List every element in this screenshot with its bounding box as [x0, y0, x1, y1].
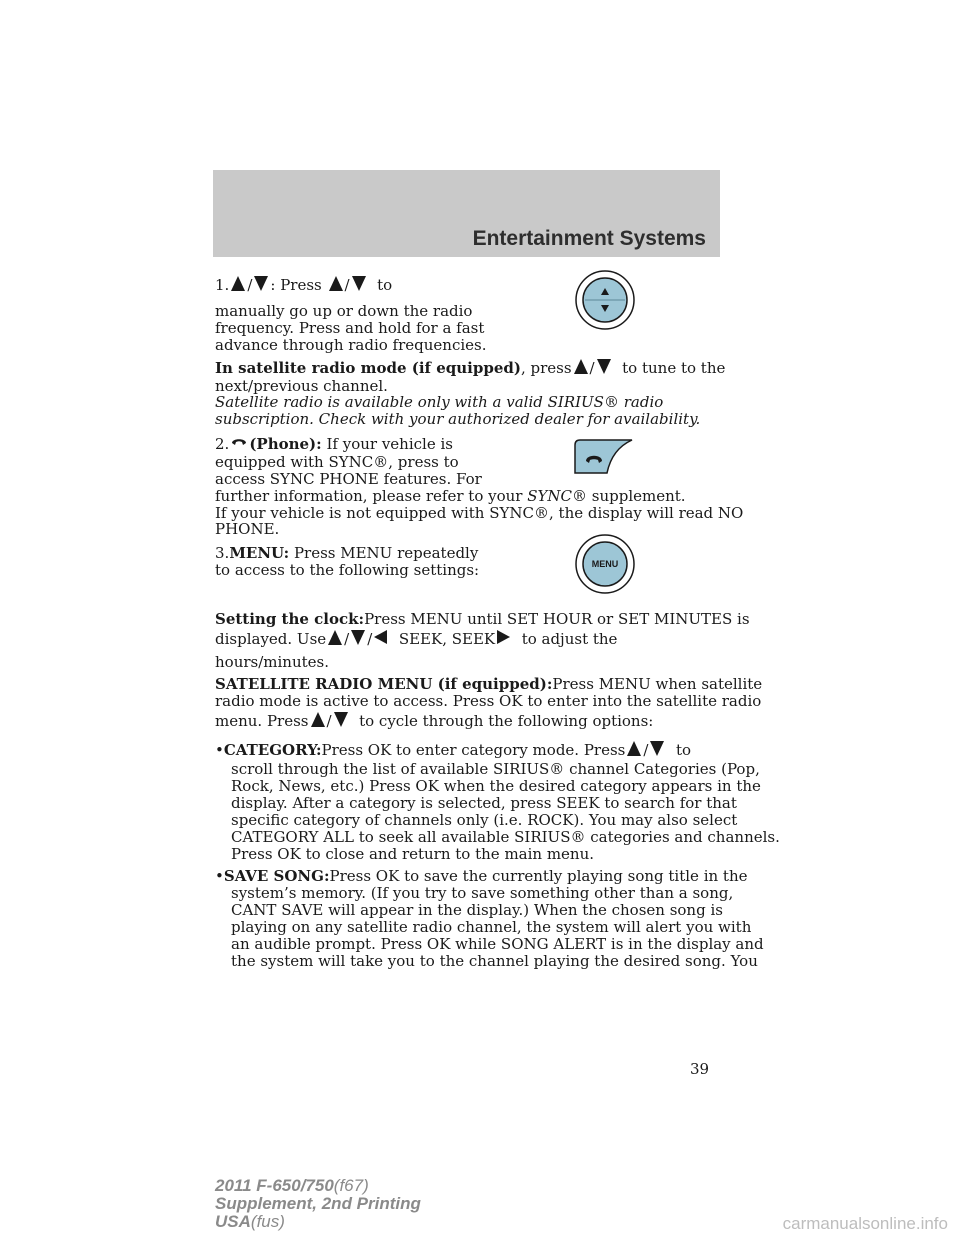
- menu-button-label: MENU: [591, 559, 619, 569]
- footer-line-2: Supplement, 2nd Printing: [215, 1194, 421, 1213]
- seek-right-arrow-icon: [497, 630, 510, 644]
- seek-down-arrow-icon: [334, 712, 348, 727]
- section-header-band: [213, 170, 720, 257]
- category-line-7: Press OK to close and return to the main menu.: [231, 845, 595, 863]
- category-line-1: •CATEGORY:Press OK to enter category mode. Press / to: [215, 741, 692, 759]
- seek-down-arrow-icon: [254, 276, 268, 291]
- seek-up-arrow-icon: [231, 276, 245, 291]
- phone-icon: [231, 437, 247, 447]
- item-2-line-4: further information, please refer to your SYNC® supplement.: [215, 487, 686, 505]
- item-2-line-2: equipped with SYNC®, press to: [215, 453, 459, 471]
- savesong-line-6: the system will take you to the channel playing the desired song. You: [231, 952, 758, 970]
- clock-line-3: hours/minutes.: [215, 653, 329, 671]
- seek-down-arrow-icon: [597, 359, 611, 374]
- item-1-line-2: manually go up or down the radio: [215, 302, 473, 320]
- seek-up-arrow-icon: [328, 630, 342, 645]
- item-2-line-1: 2. (Phone): If your vehicle is: [215, 435, 453, 453]
- satellite-note-1: Satellite radio is available only with a valid SIRIUS® radio: [215, 393, 664, 411]
- category-line-5: specific category of channels only (i.e. ROCK). You may also select: [231, 811, 738, 829]
- savesong-line-3: CANT SAVE will appear in the display.) When the chosen song is: [231, 901, 723, 919]
- item-1-line-1: 1. / : Press / to: [215, 276, 393, 294]
- savesong-line-2: system’s memory. (If you try to save something other than a song,: [231, 884, 734, 902]
- seek-left-arrow-icon: [374, 630, 387, 644]
- savesong-line-5: an audible prompt. Press OK while SONG ALERT is in the display and: [231, 935, 764, 953]
- section-title: Entertainment Systems: [472, 227, 706, 250]
- seek-down-arrow-icon: [650, 741, 664, 756]
- up-down-button-illustration: [575, 270, 635, 330]
- satellite-line-2: next/previous channel.: [215, 377, 388, 395]
- item-3-line-2: to access to the following settings:: [215, 561, 480, 579]
- footer-line-3: USA(fus): [215, 1212, 285, 1231]
- item-3-line-1: 3.MENU: Press MENU repeatedly: [215, 544, 479, 562]
- phone-button-illustration: [572, 437, 634, 475]
- seek-up-arrow-icon: [329, 276, 343, 291]
- seek-up-arrow-icon: [627, 741, 641, 756]
- category-line-4: display. After a category is selected, press SEEK to search for that: [231, 794, 737, 812]
- category-line-6: CATEGORY ALL to seek all available SIRIUS® categories and channels.: [231, 828, 780, 846]
- clock-line-2: displayed. Use / / SEEK, SEEK to adjust the: [215, 630, 618, 648]
- item-2-line-3: access SYNC PHONE features. For: [215, 470, 482, 488]
- menu-button-illustration: [575, 534, 635, 594]
- item-1-line-4: advance through radio frequencies.: [215, 336, 487, 354]
- document-footer: [215, 1177, 421, 1231]
- category-line-2: scroll through the list of available SIRIUS® channel Categories (Pop,: [231, 760, 760, 778]
- seek-down-arrow-icon: [351, 630, 365, 645]
- watermark: carmanualsonline.info: [782, 1214, 948, 1233]
- footer-line-1: 2011 F-650/750(f67): [215, 1176, 369, 1195]
- page-number: 39: [690, 1060, 710, 1078]
- savesong-line-1: •SAVE SONG:Press OK to save the currently playing song title in the: [215, 867, 748, 885]
- category-line-3: Rock, News, etc.) Press OK when the desired category appears in the: [231, 777, 761, 795]
- satellite-note-2: subscription. Check with your authorized dealer for availability.: [215, 410, 701, 428]
- seek-down-arrow-icon: [352, 276, 366, 291]
- seek-up-arrow-icon: [311, 712, 325, 727]
- item-1-line-3: frequency. Press and hold for a fast: [215, 319, 485, 337]
- clock-line-1: Setting the clock:Press MENU until SET HOUR or SET MINUTES is: [215, 610, 750, 628]
- savesong-line-4: playing on any satellite radio channel, the system will alert you with: [231, 918, 752, 936]
- satmenu-line-3: menu. Press / to cycle through the following options:: [215, 712, 654, 730]
- satellite-line-1: In satellite radio mode (if equipped), press / to tune to the: [215, 359, 726, 377]
- item-2-line-6: PHONE.: [215, 520, 280, 538]
- seek-up-arrow-icon: [574, 359, 588, 374]
- satmenu-line-2: radio mode is active to access. Press OK to enter into the satellite radio: [215, 692, 762, 710]
- satmenu-line-1: SATELLITE RADIO MENU (if equipped):Press MENU when satellite: [215, 675, 763, 693]
- item-2-line-5: If your vehicle is not equipped with SYNC®, the display will read NO: [215, 504, 744, 522]
